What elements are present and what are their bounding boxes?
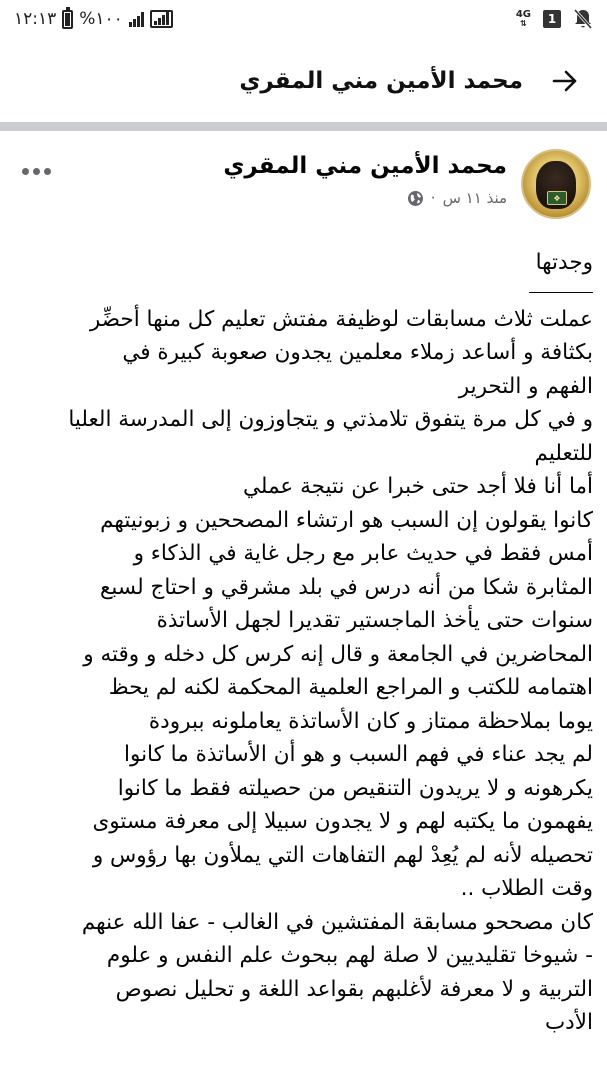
post-line: - شيوخا تقليديين لا صلة لهم ببحوث علم النفس و علوم bbox=[106, 943, 593, 968]
post-line: كانوا يقولون إن السبب هو ارتشاء المصححين و زبونيتهم bbox=[100, 507, 593, 533]
signal-box-icon bbox=[150, 10, 173, 28]
post-line: تحصيله لأنه لم يُعِدْ لهم التفاهات التي يملأون بها رؤوس و bbox=[92, 842, 593, 868]
post-line: لم يجد عناء في فهم السبب و هو أن الأساتذة ما كانوا bbox=[123, 742, 593, 767]
avatar[interactable]: ❖ bbox=[521, 149, 591, 219]
post-line: التربية و لا معرفة لأغلبهم بقواعد اللغة و تحليل نصوص bbox=[115, 976, 593, 1002]
page-title: محمد الأمين مني المقري bbox=[239, 68, 523, 94]
post-line: المحاضرين في الجامعة و قال إنه كرس كل دخله و وقته و bbox=[83, 641, 593, 667]
dot-icon bbox=[33, 168, 40, 175]
post-line: وقت الطلاب .. bbox=[460, 876, 593, 901]
post-line: اهتمامه للكتب و المراجع العلمية المحكمة لكنه لم يحظ bbox=[108, 675, 593, 700]
globe-icon bbox=[407, 190, 424, 207]
clock: ١٢:١٣ bbox=[14, 9, 57, 29]
author-name[interactable]: محمد الأمين مني المقري bbox=[223, 153, 507, 179]
app-header bbox=[0, 38, 607, 124]
signal-icon bbox=[129, 11, 144, 27]
more-options-button[interactable] bbox=[16, 161, 56, 181]
dot-icon bbox=[22, 168, 29, 175]
post-line: بكثافة و أساعد زملاء معلمين يجدون صعوبة كبيرة في bbox=[122, 340, 593, 365]
post-line: الفهم و التحرير bbox=[458, 373, 593, 399]
post-line: كان مصححو مسابقة المفتشين في الغالب - عفا الله عنهم bbox=[81, 909, 593, 935]
dot-icon bbox=[44, 168, 51, 175]
meta-separator: · bbox=[430, 189, 436, 207]
sim-badge: 1 bbox=[543, 10, 561, 28]
post-line: أما أنا فلا أجد حتى خبرا عن نتيجة عملي bbox=[242, 474, 593, 499]
section-divider bbox=[0, 122, 607, 131]
post-line: الأدب bbox=[544, 1010, 593, 1035]
post-line: يفهمون ما يكتبه لهم و لا يجدون سبيلا إلى معرفة مستوى bbox=[92, 809, 593, 834]
post-line: سنوات حتى يأخذ الماجستير تقديرا لجهل الأساتذة bbox=[156, 608, 593, 633]
network-4g-icon: 4G ⇅ bbox=[515, 9, 531, 28]
post-line: وجدتها bbox=[535, 250, 593, 275]
post-line: أمس فقط في حديث عابر مع رجل غاية في الذكاء و bbox=[133, 541, 593, 566]
post-line: المثابرة شكا من أنه درس في بلد مشرقي و احتاج لسبع bbox=[99, 574, 593, 600]
post-line: يوما بملاحظة ممتاز و كان الأساتذة يعاملونه ببرودة bbox=[148, 708, 593, 734]
post-header bbox=[0, 131, 607, 241]
battery-icon bbox=[62, 10, 73, 29]
network-label: 4G bbox=[515, 9, 531, 20]
status-right bbox=[516, 8, 593, 30]
post-body bbox=[14, 246, 593, 1040]
text-separator bbox=[529, 292, 593, 293]
mute-icon bbox=[573, 8, 593, 30]
post-line: للتعليم bbox=[534, 440, 593, 466]
battery-percent: %١٠٠ bbox=[79, 9, 123, 29]
post-meta bbox=[407, 189, 507, 207]
status-left bbox=[14, 9, 173, 29]
post-line: عملت ثلاث مسابقات لوظيفة مفتش تعليم كل منها أحضِّر bbox=[89, 306, 593, 332]
arrow-right-icon bbox=[552, 70, 578, 92]
post-time[interactable]: منذ ١١ س bbox=[442, 189, 507, 207]
status-bar bbox=[0, 0, 607, 38]
post-line: و في كل مرة يتفوق تلامذتي و يتجاوزون إلى المدرسة العليا bbox=[68, 407, 593, 432]
post-line: يكرهونه و لا يريدون التنقيص من حصيلته فقط ما كانوا bbox=[117, 775, 593, 801]
back-button[interactable] bbox=[545, 61, 585, 101]
